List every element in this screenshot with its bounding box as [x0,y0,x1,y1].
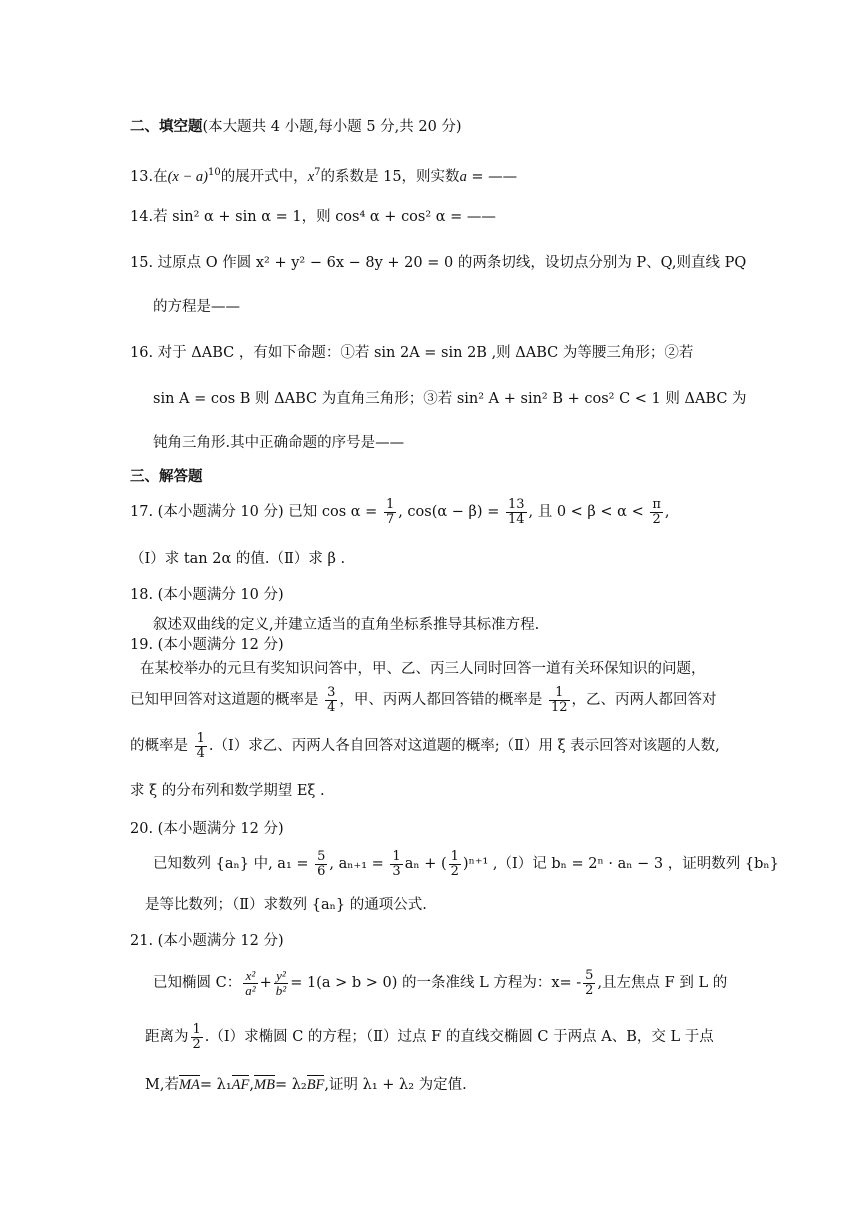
q21-plus: + [259,975,272,991]
q20-part-c: aₙ + ( [404,856,447,872]
q13-exponent: 10 [207,167,221,178]
q17-fraction-3: $\frac{\pi}{2}$ [652,496,661,527]
question-21-line-3 [145,1074,467,1096]
q21-part-g: = λ₁ [199,1077,232,1093]
question-19-line-1: 在某校举办的元旦有奖知识问答中，甲、乙、丙三人同时回答一道有关环保知识的问题， [140,661,706,677]
q13-number: 13. [130,168,154,185]
q19-line-3b: .（Ⅰ）求乙、丙两人各自回答对这道题的概率;（Ⅱ）用 ξ 表示回答对该题的人数, [208,738,720,754]
q19-line-3a: 的概率是 [130,738,188,754]
q20-fraction-1: $\frac{5}{6}$ [317,848,326,879]
question-13 [130,162,517,188]
q14-number: 14. [130,209,154,225]
vector-bf: BF [306,1077,325,1093]
question-15-line-1: 15. 过原点 O 作圆 x² + y² − 6x − 8y + 20 = 0 的两条切线，设切点分别为 P、Q,则直线 PQ [130,255,747,271]
q21-fraction-distance: $\frac{1}{2}$ [192,1021,201,1052]
q19-fraction-2: $\frac{1}{12}$ [551,684,568,715]
q21-fraction-y: $\frac{\text{y²}}{\text{b²}}$ [275,967,287,998]
q17-head: 17. (本小题满分 10 分) 已知 cos α = [130,504,378,520]
question-20-line-1 [153,846,779,882]
question-17-line-1 [130,494,670,530]
question-19-line-2 [130,682,717,718]
q21-part-a: 已知椭圆 C： [153,975,242,991]
question-20-line-2: 是等比数列；（Ⅱ）求数列 {aₙ} 的通项公式. [145,897,427,913]
question-18-head: 18. (本小题满分 10 分) [130,587,284,603]
question-21-line-2 [145,1018,714,1056]
q13-expression: (x − a) [167,168,208,185]
q19-line-2b: ，甲、丙两人都回答错的概率是 [339,692,543,708]
q19-line-2a: 已知甲回答对这道题的概率是 [130,692,319,708]
q21-part-i: = λ₂ [274,1077,307,1093]
q19-line-2c: ，乙、丙两人都回答对 [571,692,717,708]
q13-tail: 的系数是 15，则实数 [320,168,460,185]
question-21-head: 21. (本小题满分 12 分) [130,933,284,949]
vector-af: AF [231,1077,250,1093]
question-18-body: 叙述双曲线的定义,并建立适当的直角坐标系推导其标准方程. [153,617,540,633]
question-16-line-1: 16. 对于 ΔABC ，有如下命题：①若 sin 2A = sin 2B ,则 ΔABC 为等腰三角形；②若 [130,345,694,361]
q17-fraction-2: $\frac{13}{14}$ [507,496,525,527]
q13-mid: 的展开式中， [220,168,308,185]
q21-part-b: = 1(a > b > 0) 的一条准线 L 方程为：x= - [290,975,582,991]
question-17-line-2: （Ⅰ）求 tan 2α 的值.（Ⅱ）求 β . [130,551,346,567]
q13-blank: = —— [466,168,518,185]
q19-fraction-3: $\frac{1}{4}$ [196,730,205,761]
q13-term: x [307,168,315,185]
question-16-line-2: sin A = cos B 则 ΔABC 为直角三角形；③若 sin² A + sin² B + cos² C < 1 则 ΔABC 为 [153,391,747,407]
q20-fraction-2: $\frac{1}{3}$ [392,848,401,879]
vector-mb: MB [254,1077,275,1093]
q21-part-f: M,若 [145,1077,179,1093]
q21-part-h: , [249,1077,254,1093]
q19-fraction-1: $\frac{3}{4}$ [327,684,336,715]
question-19-head: 19. (本小题满分 12 分) [130,637,284,653]
q21-fraction-directrix: $\frac{5}{2}$ [585,967,594,998]
q21-part-d: 距离为 [145,1029,189,1045]
q17-fraction-1: $\frac{1}{7}$ [385,496,395,527]
question-21-line-1 [153,964,727,1002]
q21-part-c: ,且左焦点 F 到 L 的 [597,975,728,991]
q17-mid: , cos(α − β) = [398,504,500,520]
q20-part-a: 已知数列 {aₙ} 中, a₁ = [153,856,309,872]
question-16-line-3: 钝角三角形.其中正确命题的序号是—— [153,435,405,451]
q20-fraction-3: $\frac{1}{2}$ [450,848,459,879]
section-3-title: 三、解答题 [130,469,203,485]
section-2-title: 二、填空题 [130,119,203,135]
q13-term-exponent: 7 [314,167,321,178]
q14-text: 若 sin² α + sin α = 1，则 cos⁴ α + cos² α = —— [153,209,496,225]
q21-part-e: .（Ⅰ）求椭圆 C 的方程；（Ⅱ）过点 F 的直线交椭圆 C 于两点 A、B，交 L 于点 [204,1029,714,1045]
q17-mid-2: , 且 0 < β < α < [528,504,644,520]
q13-prefix: 在 [153,168,168,185]
question-19-line-3 [130,728,720,764]
vector-ma: MA [178,1077,200,1093]
section-2-note: (本大题共 4 小题,每小题 5 分,共 20 分) [202,119,462,135]
q21-fraction-x: $\frac{\text{x²}}{\text{a²}}$ [245,967,256,998]
section-2-header [130,116,462,138]
q20-part-d: )ⁿ⁺¹ ,（Ⅰ）记 bₙ = 2ⁿ · aₙ − 3 ，证明数列 {bₙ} [462,856,779,872]
q21-part-j: ,证明 λ₁ + λ₂ 为定值. [324,1077,467,1093]
question-15-line-2: 的方程是—— [153,299,240,315]
question-20-head: 20. (本小题满分 12 分) [130,821,284,837]
q17-end: , [664,504,670,520]
question-14 [130,206,496,228]
question-19-line-4: 求 ξ 的分布列和数学期望 Eξ . [130,783,325,799]
q20-part-b: , aₙ₊₁ = [329,856,384,872]
q13-variable: a [459,168,467,185]
